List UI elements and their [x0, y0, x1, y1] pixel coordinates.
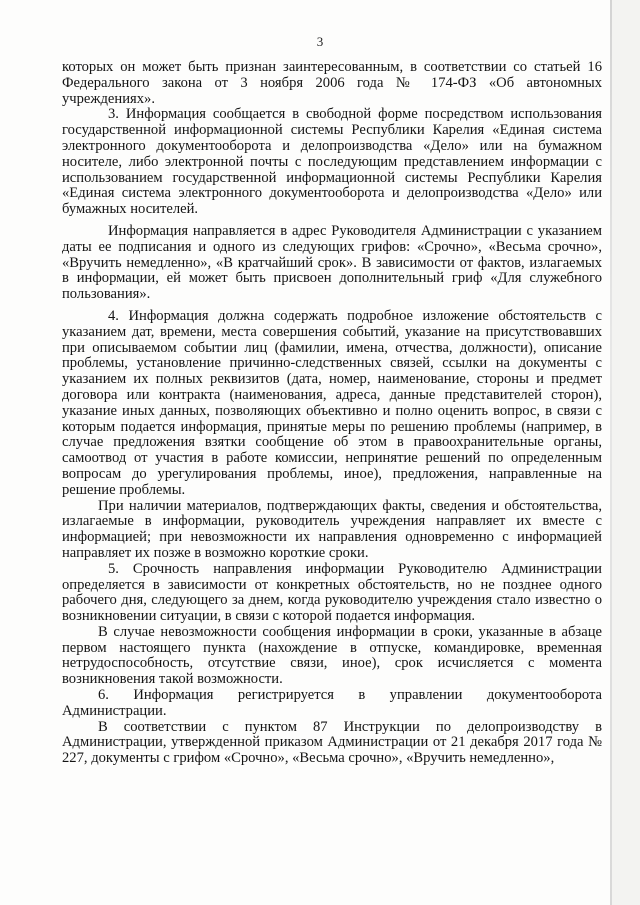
- paragraph-impossibility: В случае невозможности сообщения информации в сроки, указанные в абзаце первом настоящего пункта (нахождение в отпуске, командировке, временная нетрудоспособность, отсутствие связи, иное), срок исчисляется с момента возникновения такой возможности.: [62, 623, 602, 688]
- paragraph-item-6: 6. Информация регистрируется в управлении документооборота Администрации.: [62, 687, 602, 719]
- paragraph-continuation: которых он может быть признан заинтересованным, в соответствии со статьей 16 Федерального закона от 3 ноября 2006 года № 174-ФЗ «Об автономных учреждениях».: [62, 59, 602, 107]
- paragraph-item-3: 3. Информация сообщается в свободной форме посредством использования государственной информационной системы Республики Карелия «Единая система электронного документооборота и делопроизводства «Дело» или на бумажном носителе, либо электронной почты с последующим представлением информации с использованием государственной информационной системы Республики Карелия «Единая система электронного документооборота и делопроизводства «Дело» или бумажных носителей.: [62, 106, 602, 218]
- page-number: 3: [316, 34, 324, 49]
- paragraph-address: Информация направляется в адрес Руководителя Администрации с указанием даты ее подписания и одного из следующих грифов: «Срочно», «Весьма срочно», «Вручить немедленно», «В кратчайший срок». В зависимости от фактов, излагаемых в информации, ей может быть присвоен дополнительный гриф «Для служебного пользования».: [62, 222, 602, 303]
- paragraph-item-5: 5. Срочность направления информации Руководителю Администрации определяется в зависимости от конкретных обстоятельств, но не позднее одного рабочего дня, следующего за днем, когда руководителю учреждения стало известно о возникновении ситуации, в связи с которой подается информация.: [62, 560, 602, 625]
- scan-edge-shadow: [610, 0, 612, 905]
- paragraph-instruction: В соответствии с пунктом 87 Инструкции по делопроизводству в Администрации, утвержденной приказом Администрации от 21 декабря 2017 года № 227, документы с грифом «Срочно», «Весьма срочно», «Вручить немедленно»,: [62, 718, 602, 767]
- paragraph-item-4: 4. Информация должна содержать подробное изложение обстоятельств с указанием дат, времени, места совершения событий, указание на присутствовавших при описываемом событии лиц (фамилии, имена, отчества, должности), описание проблемы, установление причинно-следственных связей, ссылки на документы с указанием их полных реквизитов (дата, номер, наименование, стороны и предмет договора или контракта (наименования, адреса, данные представителей сторон), указание иных данных, позволяющих объективно и полно оценить вопрос, в связи с которым подается информация, принятые меры по решению проблемы (например, в случае предложения взятки сообщение об этом в правоохранительные органы, самоотвод от участия в работе комиссии, непринятие решений по определенным вопросам до урегулирования проблемы, иное), предложения, направленные на решение проблемы.: [62, 307, 602, 498]
- paragraph-materials: При наличии материалов, подтверждающих факты, сведения и обстоятельства, излагаемые в информации, руководитель учреждения направляет их вместе с информацией; при невозможности их направления одновременно с информацией направляет их позже в возможно короткие сроки.: [62, 497, 602, 561]
- document-body: [62, 60, 602, 767]
- scan-margin: [612, 0, 640, 905]
